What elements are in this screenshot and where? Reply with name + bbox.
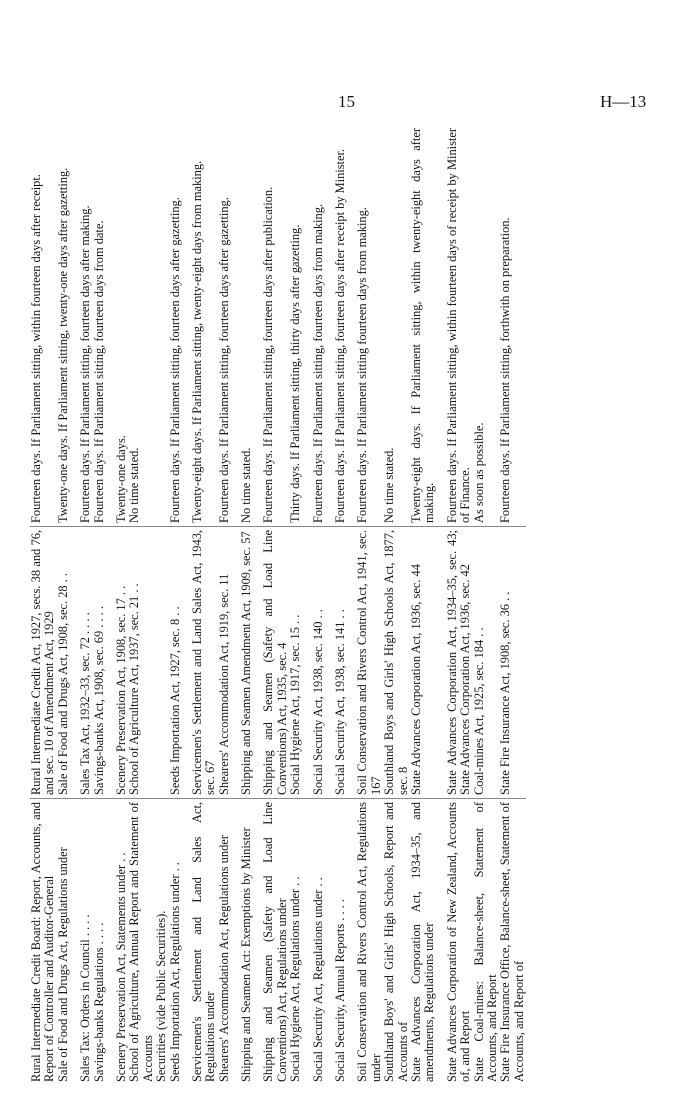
subject-cell	[383, 799, 410, 1086]
table-row	[128, 125, 155, 1085]
authority-cell-text: Shipping and Seamen Amendment Act, 1909, sec. 57	[239, 531, 254, 795]
time-cell-text: No time stated.	[239, 447, 254, 523]
table-row	[410, 125, 437, 1085]
table-row	[347, 125, 383, 1085]
authority-cell	[473, 527, 500, 799]
table-row	[231, 125, 253, 1085]
subject-cell-text: Scenery Preservation Act, Statements under . .	[113, 852, 128, 1082]
authority-cell	[499, 527, 526, 799]
time-cell	[30, 125, 57, 527]
time-cell	[437, 125, 473, 527]
authority-cell-text: Social Hygiene Act, 1917, sec. 15 . .	[288, 614, 303, 795]
time-cell	[253, 125, 289, 527]
authority-cell	[93, 527, 106, 799]
authority-cell	[30, 527, 57, 799]
time-cell-text: Fourteen days. If Parliament sitting, within fourteen days after receipt.	[29, 174, 43, 523]
time-cell	[169, 125, 182, 527]
subject-cell	[231, 799, 253, 1086]
time-cell-text: Fourteen days. If Parliament sitting, fourteen days from making.	[310, 204, 325, 523]
subject-cell	[70, 799, 92, 1086]
subject-cell	[106, 799, 128, 1086]
subject-cell-text: State Advances Corporation Act, 1934–35, and amendments, Regulations under	[408, 802, 437, 1082]
table-row	[303, 125, 325, 1085]
subject-cell	[437, 799, 473, 1086]
authority-cell-text: Coal-mines Act, 1925, sec. 184 . .	[471, 627, 486, 795]
table-row	[473, 125, 500, 1085]
subject-cell	[499, 799, 526, 1086]
table-row	[106, 125, 128, 1085]
subject-cell	[93, 799, 106, 1086]
time-cell-text: Fourteen days. If Parliament sitting, fourteen days after making.	[78, 205, 93, 523]
subject-cell-text: Securities (vide Public Securities).	[154, 910, 169, 1082]
rotated-table-container	[30, 125, 670, 1085]
table-row	[155, 125, 168, 1085]
subject-cell-text: Social Hygiene Act, Regulations under . .	[288, 876, 303, 1082]
time-cell	[93, 125, 106, 527]
document-reference: H—13	[600, 92, 647, 111]
authority-cell	[182, 527, 218, 799]
subject-cell	[410, 799, 437, 1086]
subject-cell	[303, 799, 325, 1086]
table-row	[289, 125, 302, 1085]
time-cell-text: Fourteen days. If Parliament sitting, fourteen days after publication.	[261, 186, 276, 523]
table-row	[499, 125, 526, 1085]
authority-cell-text: State Advances Corporation Act, 1936, sec. 44	[408, 564, 423, 795]
subject-cell-text: Sale of Food and Drugs Act, Regulations under	[55, 847, 70, 1082]
authority-cell-text: Shearers' Accommodation Act, 1919, sec. 11	[216, 573, 231, 795]
time-cell	[410, 125, 437, 527]
time-cell	[218, 125, 231, 527]
time-cell-text: Twenty-eight days. If Parliament sitting, within twenty-eight days after making.	[408, 128, 437, 523]
table-row	[437, 125, 473, 1085]
table-row	[182, 125, 218, 1085]
subject-cell-text: School of Agriculture, Annual Report and Statement of Accounts	[127, 802, 155, 1082]
time-cell-text: Fourteen days. If Parliament sitting, within fourteen days of receipt by Minister of Finance.	[444, 128, 473, 523]
subject-cell	[218, 799, 231, 1086]
subject-cell	[473, 799, 500, 1086]
table-row	[57, 125, 70, 1085]
subject-cell-text: Seeds Importation Act, Regulations under . .	[167, 862, 182, 1082]
subject-cell-text: Southland Boys' and Girls' High Schools, Report and Accounts of	[382, 802, 410, 1082]
page-number: 15	[338, 92, 355, 111]
subject-cell	[182, 799, 218, 1086]
subject-cell	[253, 799, 289, 1086]
table-row	[93, 125, 106, 1085]
time-cell	[128, 125, 155, 527]
table-row	[30, 125, 57, 1085]
time-cell	[106, 125, 128, 527]
subject-cell-text: Rural Intermediate Credit Board: Report, Accounts, and Report of Controller and Auditor-General	[29, 802, 57, 1082]
authority-cell-text: Soil Conservation and Rivers Control Act, 1941, sec. 167	[355, 530, 383, 795]
subject-cell-text: Servicemen's Settlement and Land Sales Act, Regulations under	[189, 802, 218, 1082]
authority-cell-text: Servicemen's Settlement and Land Sales Act, 1943, sec. 67	[189, 530, 218, 795]
authority-cell	[128, 527, 155, 799]
time-cell-text: Thirty days. If Parliament sitting, thirty days after gazetting.	[288, 224, 303, 523]
table-row	[325, 125, 347, 1085]
time-cell	[289, 125, 302, 527]
time-cell-text: Twenty-eight days. If Parliament sitting, twenty-eight days from making.	[189, 160, 204, 523]
authority-cell-text: State Advances Corporation Act, 1934–35, sec. 43; State Advances Corporation Act, 1936, sec. 42	[444, 530, 473, 795]
subject-cell-text: Soil Conservation and Rivers Control Act, Regulations under	[355, 802, 383, 1082]
subject-cell	[289, 799, 302, 1086]
authority-cell	[383, 527, 410, 799]
time-cell-text: Fourteen days. If Parliament sitting, fourteen days from date.	[91, 220, 106, 523]
authority-cell	[347, 527, 383, 799]
time-cell	[325, 125, 347, 527]
time-cell-text: No time stated.	[382, 447, 397, 523]
time-cell	[303, 125, 325, 527]
authority-cell	[437, 527, 473, 799]
authority-cell	[325, 527, 347, 799]
authority-cell-text: Savings-banks Act, 1908, sec. 69 . . . .	[91, 606, 106, 795]
authority-cell-text: School of Agriculture Act, 1937, sec. 21 . .	[127, 583, 142, 795]
subject-cell-text: State Coal-mines: Balance-sheet, Statement of Accounts, and Report	[471, 802, 499, 1082]
authority-cell-text: Rural Intermediate Credit Act, 1927, secs. 38 and 76, and sec. 10 of Amendment Act, 1929	[29, 530, 57, 795]
authority-cell-text: Sale of Food and Drugs Act, 1908, sec. 28 . .	[55, 573, 70, 795]
subject-cell-text: State Advances Corporation of New Zealand, Accounts of, and Report	[444, 802, 473, 1082]
subject-cell-text: Savings-banks Regulations . . . .	[91, 922, 106, 1082]
authority-cell	[231, 527, 253, 799]
time-cell-text: Fourteen days. If Parliament sitting, fourteen days after gazetting.	[216, 197, 231, 523]
time-cell-text: Fourteen days. If Parliament sitting, fourteen days after receipt by Minister.	[333, 148, 348, 523]
subject-cell	[128, 799, 155, 1086]
table-row	[70, 125, 92, 1085]
authority-cell-text: Scenery Preservation Act, 1908, sec. 17 . .	[113, 585, 128, 795]
subject-cell	[169, 799, 182, 1086]
time-cell-text: No time stated.	[127, 447, 142, 523]
time-cell	[70, 125, 92, 527]
subject-cell-text: State Fire Insurance Office, Balance-sheet, Statement of Accounts, and Report of	[498, 802, 526, 1082]
subject-cell-text: Shearers' Accommodation Act, Regulations under	[216, 835, 231, 1082]
subject-cell-text: Social Security, Annual Reports . . . .	[333, 899, 348, 1082]
authority-cell-text: Social Security Act, 1938, sec. 140 . .	[310, 609, 325, 795]
table-row	[383, 125, 410, 1085]
authority-cell-text: Sales Tax Act, 1932–33, sec. 72 . . . .	[78, 612, 93, 795]
time-cell	[182, 125, 218, 527]
time-cell-text: Fourteen days. If Parliament sitting fourteen days from making.	[355, 207, 370, 523]
time-cell	[499, 125, 526, 527]
subject-cell-text: Sales Tax: Orders in Council . . . .	[78, 914, 93, 1082]
time-cell	[347, 125, 383, 527]
authority-cell	[410, 527, 437, 799]
authority-cell	[218, 527, 231, 799]
subject-cell-text: Social Security Act, Regulations under . .	[310, 877, 325, 1082]
table-row	[218, 125, 231, 1085]
subject-cell-text: Shipping and Seamen Act: Exemptions by Minister	[239, 827, 254, 1082]
authority-cell-text: Seeds Importation Act, 1927, sec. 8 . .	[167, 606, 182, 795]
time-cell-text: Fourteen days. If Parliament sitting, forthwith on preparation.	[498, 217, 513, 523]
authority-cell-text: Southland Boys and Girls' High Schools Act, 1877, sec. 8	[382, 530, 410, 795]
subject-cell	[155, 799, 168, 1086]
time-cell	[383, 125, 410, 527]
authority-cell	[289, 527, 302, 799]
subject-cell	[30, 799, 57, 1086]
authority-cell	[169, 527, 182, 799]
subject-cell-text: Shipping and Seamen (Safety and Load Line Conventions) Act, Regulations under	[261, 802, 289, 1082]
time-cell	[473, 125, 500, 527]
time-cell	[155, 125, 168, 527]
authority-cell	[303, 527, 325, 799]
time-cell	[57, 125, 70, 527]
authority-cell	[70, 527, 92, 799]
authority-cell-text: Shipping and Seamen (Safety and Load Line Conventions) Act, 1935, sec. 4	[261, 530, 289, 795]
authority-cell	[253, 527, 289, 799]
table-row	[169, 125, 182, 1085]
subject-cell	[347, 799, 383, 1086]
table-row	[253, 125, 289, 1085]
authority-cell	[57, 527, 70, 799]
authority-cell	[106, 527, 128, 799]
regulations-table	[30, 125, 526, 1085]
authority-cell	[155, 527, 168, 799]
subject-cell	[325, 799, 347, 1086]
authority-cell-text: State Fire Insurance Act, 1908, sec. 36 . .	[498, 591, 513, 795]
time-cell-text: As soon as possible.	[471, 422, 486, 523]
time-cell	[231, 125, 253, 527]
subject-cell	[57, 799, 70, 1086]
time-cell-text: Twenty-one days. If Parliament sitting, twenty-one days after gazetting.	[55, 167, 70, 523]
authority-cell-text: Social Security Act, 1938, sec. 141 . .	[333, 609, 348, 795]
time-cell-text: Fourteen days. If Parliament sitting, fourteen days after gazetting.	[167, 197, 182, 523]
time-cell-text: Twenty-one days.	[113, 435, 128, 523]
